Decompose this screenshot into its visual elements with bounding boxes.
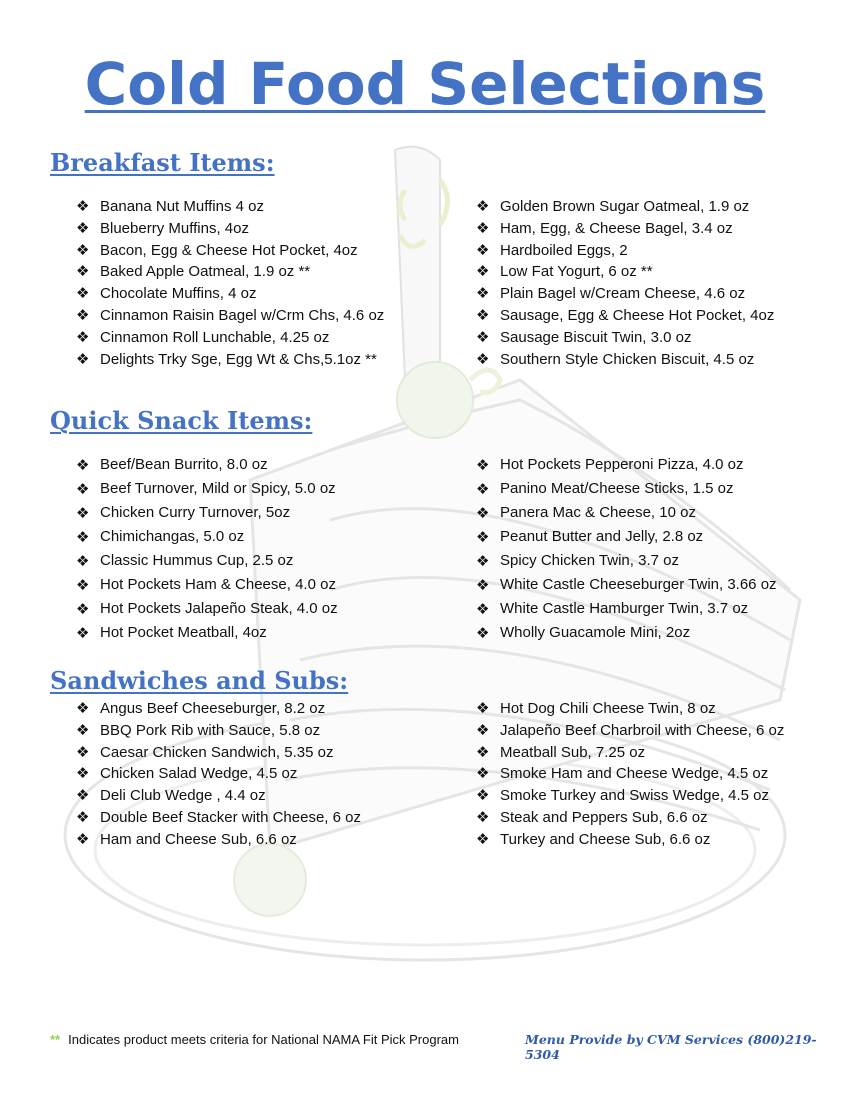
list-item: ❖ Chimichangas, 5.0 oz <box>76 525 338 549</box>
bullet-icon: ❖ <box>76 576 90 594</box>
list-item: ❖ Beef/Bean Burrito, 8.0 oz <box>76 453 338 477</box>
bullet-icon: ❖ <box>476 456 490 474</box>
list-item: ❖ Double Beef Stacker with Cheese, 6 oz <box>76 807 361 829</box>
section-heading-quick-snack: Quick Snack Items: <box>50 406 313 435</box>
bullet-icon: ❖ <box>476 349 490 368</box>
bullet-icon: ❖ <box>476 807 490 826</box>
list-item: ❖ Wholly Guacamole Mini, 2oz <box>476 621 777 645</box>
section-heading-sandwiches: Sandwiches and Subs: <box>50 666 349 695</box>
bullet-icon: ❖ <box>476 552 490 570</box>
list-item: ❖ Jalapeño Beef Charbroil with Cheese, 6 oz <box>476 720 784 742</box>
bullet-icon: ❖ <box>476 699 490 717</box>
bullet-icon: ❖ <box>476 240 490 259</box>
bullet-icon: ❖ <box>476 480 490 498</box>
bullet-icon: ❖ <box>76 218 90 237</box>
list-item: ❖ Sausage Biscuit Twin, 3.0 oz <box>476 327 774 349</box>
list-item: ❖ Panera Mac & Cheese, 10 oz <box>476 501 777 525</box>
list-item: ❖ Baked Apple Oatmeal, 1.9 oz ** <box>76 261 384 283</box>
bullet-icon: ❖ <box>476 764 490 783</box>
bullet-icon: ❖ <box>476 624 490 642</box>
list-item: ❖ BBQ Pork Rib with Sauce, 5.8 oz <box>76 720 361 742</box>
list-item: ❖ Caesar Chicken Sandwich, 5.35 oz <box>76 742 361 764</box>
quick-snack-left-list <box>76 453 338 645</box>
bullet-icon: ❖ <box>76 262 90 281</box>
section-heading-breakfast: Breakfast Items: <box>50 148 275 177</box>
fit-pick-note-text: Indicates product meets criteria for National NAMA Fit Pick Program <box>68 1032 459 1047</box>
list-item: ❖ Peanut Butter and Jelly, 2.8 oz <box>476 525 777 549</box>
list-item: ❖ Angus Beef Cheeseburger, 8.2 oz <box>76 698 361 720</box>
bullet-icon: ❖ <box>76 456 90 474</box>
bullet-icon: ❖ <box>476 284 490 303</box>
list-item: ❖ Banana Nut Muffins 4 oz <box>76 196 384 218</box>
breakfast-left-list <box>76 196 384 370</box>
bullet-icon: ❖ <box>476 576 490 594</box>
bullet-icon: ❖ <box>76 807 90 826</box>
list-item: ❖ Chocolate Muffins, 4 oz <box>76 283 384 305</box>
bullet-icon: ❖ <box>76 240 90 259</box>
quick-snack-right-list <box>476 453 777 645</box>
bullet-icon: ❖ <box>476 786 490 805</box>
list-item: ❖ Smoke Turkey and Swiss Wedge, 4.5 oz <box>476 785 784 807</box>
list-item: ❖ Hot Pockets Pepperoni Pizza, 4.0 oz <box>476 453 777 477</box>
list-item: ❖ White Castle Hamburger Twin, 3.7 oz <box>476 597 777 621</box>
list-item: ❖ Hot Pockets Ham & Cheese, 4.0 oz <box>76 573 338 597</box>
menu-provider-credit: Menu Provide by CVM Services (800)219-5304 <box>525 1032 817 1062</box>
bullet-icon: ❖ <box>76 624 90 642</box>
bullet-icon: ❖ <box>76 829 90 848</box>
bullet-icon: ❖ <box>76 600 90 618</box>
list-item: ❖ Meatball Sub, 7.25 oz <box>476 742 784 764</box>
list-item: ❖ White Castle Cheeseburger Twin, 3.66 oz <box>476 573 777 597</box>
list-item: ❖ Turkey and Cheese Sub, 6.6 oz <box>476 829 784 851</box>
bullet-icon: ❖ <box>476 720 490 739</box>
list-item: ❖ Panino Meat/Cheese Sticks, 1.5 oz <box>476 477 777 501</box>
bullet-icon: ❖ <box>476 600 490 618</box>
bullet-icon: ❖ <box>76 197 90 215</box>
list-item: ❖ Chicken Salad Wedge, 4.5 oz <box>76 763 361 785</box>
bullet-icon: ❖ <box>76 528 90 546</box>
list-item: ❖ Cinnamon Raisin Bagel w/Crm Chs, 4.6 oz <box>76 305 384 327</box>
sandwiches-left-list <box>76 698 361 851</box>
list-item: ❖ Golden Brown Sugar Oatmeal, 1.9 oz <box>476 196 774 218</box>
bullet-icon: ❖ <box>76 764 90 783</box>
bullet-icon: ❖ <box>76 305 90 324</box>
list-item: ❖ Hot Dog Chili Cheese Twin, 8 oz <box>476 698 784 720</box>
page-title: Cold Food Selections <box>84 50 766 118</box>
list-item: ❖ Smoke Ham and Cheese Wedge, 4.5 oz <box>476 763 784 785</box>
list-item: ❖ Southern Style Chicken Biscuit, 4.5 oz <box>476 349 774 371</box>
bullet-icon: ❖ <box>76 284 90 303</box>
bullet-icon: ❖ <box>476 197 490 215</box>
fit-pick-footnote <box>50 1032 459 1047</box>
bullet-icon: ❖ <box>476 218 490 237</box>
bullet-icon: ❖ <box>476 305 490 324</box>
bullet-icon: ❖ <box>476 327 490 346</box>
bullet-icon: ❖ <box>76 699 90 717</box>
list-item: ❖ Ham and Cheese Sub, 6.6 oz <box>76 829 361 851</box>
bullet-icon: ❖ <box>76 327 90 346</box>
list-item: ❖ Plain Bagel w/Cream Cheese, 4.6 oz <box>476 283 774 305</box>
bullet-icon: ❖ <box>76 786 90 805</box>
list-item: ❖ Hot Pockets Jalapeño Steak, 4.0 oz <box>76 597 338 621</box>
list-item: ❖ Blueberry Muffins, 4oz <box>76 218 384 240</box>
list-item: ❖ Classic Hummus Cup, 2.5 oz <box>76 549 338 573</box>
bullet-icon: ❖ <box>76 742 90 761</box>
sandwiches-right-list <box>476 698 784 851</box>
list-item: ❖ Beef Turnover, Mild or Spicy, 5.0 oz <box>76 477 338 501</box>
list-item: ❖ Steak and Peppers Sub, 6.6 oz <box>476 807 784 829</box>
list-item: ❖ Chicken Curry Turnover, 5oz <box>76 501 338 525</box>
list-item: ❖ Bacon, Egg & Cheese Hot Pocket, 4oz <box>76 240 384 262</box>
list-item: ❖ Cinnamon Roll Lunchable, 4.25 oz <box>76 327 384 349</box>
bullet-icon: ❖ <box>76 720 90 739</box>
bullet-icon: ❖ <box>76 552 90 570</box>
list-item: ❖ Spicy Chicken Twin, 3.7 oz <box>476 549 777 573</box>
bullet-icon: ❖ <box>476 262 490 281</box>
bullet-icon: ❖ <box>476 829 490 848</box>
list-item: ❖ Ham, Egg, & Cheese Bagel, 3.4 oz <box>476 218 774 240</box>
fit-pick-stars: ** <box>50 1032 61 1047</box>
breakfast-right-list <box>476 196 774 370</box>
bullet-icon: ❖ <box>76 480 90 498</box>
bullet-icon: ❖ <box>476 742 490 761</box>
list-item: ❖ Low Fat Yogurt, 6 oz ** <box>476 261 774 283</box>
bullet-icon: ❖ <box>476 504 490 522</box>
bullet-icon: ❖ <box>76 504 90 522</box>
list-item: ❖ Deli Club Wedge , 4.4 oz <box>76 785 361 807</box>
bullet-icon: ❖ <box>76 349 90 368</box>
list-item: ❖ Hot Pocket Meatball, 4oz <box>76 621 338 645</box>
bullet-icon: ❖ <box>476 528 490 546</box>
list-item: ❖ Delights Trky Sge, Egg Wt & Chs,5.1oz ** <box>76 349 384 371</box>
list-item: ❖ Hardboiled Eggs, 2 <box>476 240 774 262</box>
list-item: ❖ Sausage, Egg & Cheese Hot Pocket, 4oz <box>476 305 774 327</box>
